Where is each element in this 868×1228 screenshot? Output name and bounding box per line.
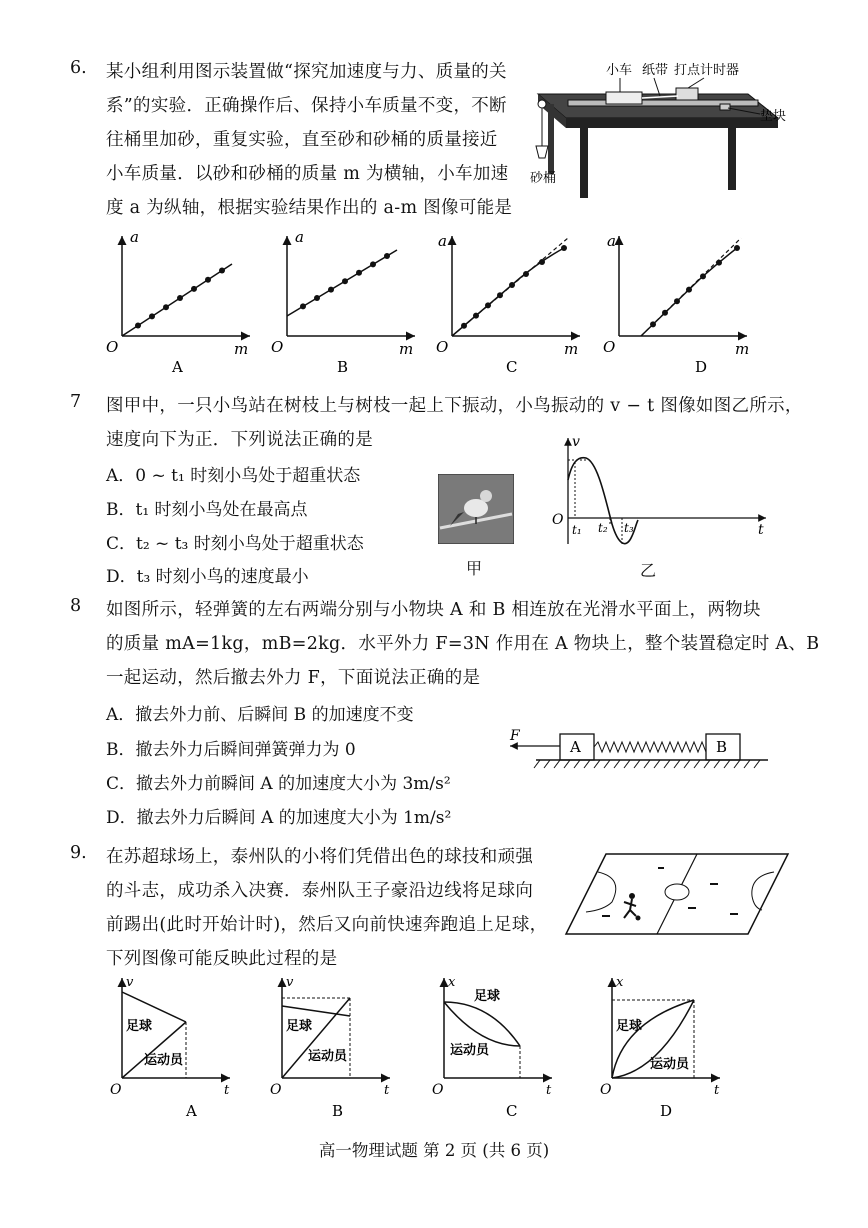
q8-text-line-2: 的质量 mA=1kg，mB=2kg．水平外力 F=3N 作用在 A 物块上，整个装置稳定时 A、B [106,634,820,654]
q8-text-line-1: 如图所示，轻弹簧的左右两端分别与小物块 A 和 B 相连放在光滑水平面上，两物块 [106,600,761,620]
q8-option-c: C．撤去外力前瞬间 A 的加速度大小为 3m/s² [106,774,451,794]
q9-graph-b [270,975,390,1120]
q6-number: 6. [70,58,87,78]
svg-text:a: a [607,232,616,250]
q9-graph-c [432,975,552,1120]
q6-choice-d: D [695,358,708,376]
q7-option-a: A．0 ~ t₁ 时刻小鸟处于超重状态 [106,466,361,486]
svg-text:t₃: t₃ [624,521,634,535]
q9-text-line-1: 在苏超球场上，泰州队的小将们凭借出色的球技和顽强 [106,847,534,867]
q9-text-line-2: 的斗志，成功杀入决赛．泰州队王子豪沿边线将足球向 [106,881,534,901]
svg-text:a: a [130,228,139,246]
svg-text:x: x [616,975,624,990]
svg-text:B: B [716,738,728,756]
svg-text:t: t [384,1083,390,1098]
svg-text:m: m [399,340,414,358]
q7-option-c: C．t₂ ~ t₃ 时刻小鸟处于超重状态 [106,534,364,554]
svg-text:m: m [234,340,249,358]
svg-text:v: v [126,975,134,990]
svg-text:O: O [110,1082,122,1098]
svg-text:运动员: 运动员 [650,1057,690,1072]
svg-text:F: F [510,728,520,744]
svg-text:O: O [603,338,616,356]
q6-text-line-1: 某小组利用图示装置做“探究加速度与力、质量的关 [106,62,507,82]
q9-choice-a: A [186,1102,197,1120]
q9-graph-a [110,975,230,1120]
q6-graphs [100,226,780,376]
q7-vt-graph [546,432,776,552]
svg-text:O: O [271,338,284,356]
q6-apparatus-figure [528,58,788,208]
svg-text:t₁: t₁ [572,523,582,537]
q7-number: 7 [70,392,82,412]
q7-text-line-1: 图甲中，一只小鸟站在树枝上与树枝一起上下振动，小鸟振动的 v − t 图像如图乙所示， [106,396,803,416]
svg-text:运动员: 运动员 [308,1049,348,1064]
soccer-field [562,852,792,938]
svg-text:A: A [570,738,581,756]
svg-text:足球: 足球 [616,1019,643,1034]
label-timer: 打点计时器 [674,63,740,78]
svg-text:足球: 足球 [286,1019,313,1034]
svg-text:O: O [432,1082,444,1098]
q9-text-line-3: 前踢出(此时开始计时)，然后又向前快速奔跑追上足球， [106,915,548,935]
label-bucket: 砂桶 [530,171,557,186]
svg-text:O: O [436,338,449,356]
bird-photo [438,474,514,544]
svg-text:a: a [295,228,304,246]
q9-text-line-4: 下列图像可能反映此过程的是 [106,949,338,969]
svg-text:O: O [106,338,119,356]
svg-text:m: m [735,340,750,358]
svg-text:a: a [438,232,447,250]
svg-text:O: O [270,1082,282,1098]
q7-text-line-2: 速度向下为正．下列说法正确的是 [106,430,373,450]
q6-choice-a: A [172,358,183,376]
page-footer: 高一物理试题 第 2 页 (共 6 页) [318,1141,550,1160]
q9-graphs [108,972,778,1122]
svg-text:m: m [564,340,579,358]
q9-choice-b: B [332,1102,344,1120]
svg-text:O: O [552,512,564,528]
svg-text:运动员: 运动员 [450,1043,490,1058]
label-block: 垫块 [760,109,787,124]
label-cart: 小车 [606,63,633,78]
q9-choice-c: C [506,1102,518,1120]
q8-option-d: D．撤去外力后瞬间 A 的加速度大小为 1m/s² [106,808,452,828]
q6-choice-b: B [337,358,349,376]
q6-text-line-5: 度 a 为纵轴，根据实验结果作出的 a-m 图像可能是 [106,198,513,218]
svg-text:v: v [572,434,580,450]
svg-text:运动员: 运动员 [144,1053,184,1068]
q7-option-d: D．t₃ 时刻小鸟的速度最小 [106,567,309,587]
q6-graph-c [436,232,580,376]
q8-text-line-3: 一起运动，然后撤去外力 F，下面说法正确的是 [106,668,481,688]
q6-text-line-4: 小车质量．以砂和砂桶的质量 m 为横轴，小车加速 [106,164,509,184]
q7-option-b: B．t₁ 时刻小鸟处在最高点 [106,500,308,520]
q9-number: 9. [70,843,87,863]
q7-fig-a-caption: 甲 [466,559,483,578]
svg-text:t: t [224,1083,230,1098]
q6-choice-c: C [506,358,518,376]
q9-graph-d [600,975,720,1120]
q6-graph-d [603,232,749,376]
svg-text:t: t [758,522,764,538]
q8-option-b: B．撤去外力后瞬间弹簧弹力为 0 [106,740,356,760]
q6-graph-a [106,228,250,376]
svg-text:t₂: t₂ [598,521,608,535]
q6-text-line-2: 系”的实验．正确操作后、保持小车质量不变，不断 [106,96,507,116]
svg-text:O: O [600,1082,612,1098]
svg-text:t: t [546,1083,552,1098]
q7-fig-b-caption: 乙 [640,561,657,580]
svg-text:t: t [714,1083,720,1098]
svg-text:足球: 足球 [126,1019,153,1034]
q6-text-line-3: 往桶里加砂，重复实验，直至砂和砂桶的质量接近 [106,130,498,150]
q8-number: 8 [70,596,82,616]
q6-graph-b [271,228,415,376]
svg-text:足球: 足球 [474,989,501,1004]
label-tape: 纸带 [642,63,669,78]
svg-text:v: v [286,975,294,990]
q9-choice-d: D [660,1102,673,1120]
q8-spring-diagram [506,726,768,774]
q8-option-a: A．撤去外力前、后瞬间 B 的加速度不变 [106,705,414,725]
svg-text:x: x [448,975,456,990]
